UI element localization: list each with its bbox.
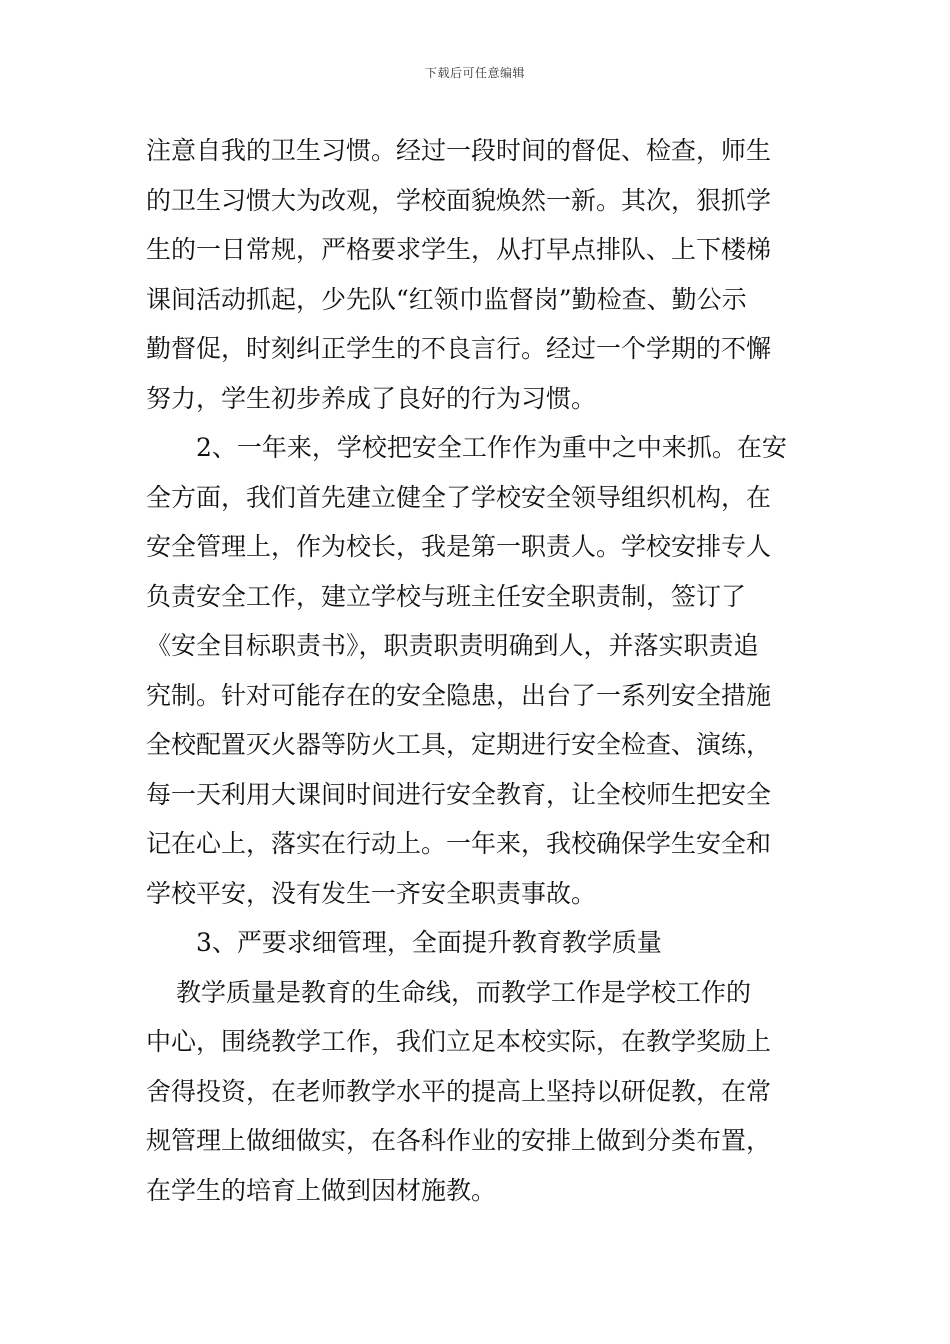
text-line: 负责安全工作，建立学校与班主任安全职责制，签订了 [146, 581, 747, 611]
text-line: 中心，围绕教学工作，我们立足本校实际，在教学奖励上 [146, 1027, 772, 1056]
text-line: 课间活动抓起，少先队“红领巾监督岗”勤检查、勤公示 [146, 284, 747, 314]
text-line: 记在心上，落实在行动上。一年来，我校确保学生安全和 [146, 829, 772, 858]
text-line: 勤督促，时刻纠正学生的不良言行。经过一个学期的不懈 [146, 334, 772, 363]
text-line: 全校配置灭火器等防火工具，定期进行安全检查、演练， [146, 730, 772, 759]
text-line: 每一天利用大课间时间进行安全教育，让全校师生把安全 [146, 779, 772, 809]
text-line: 安全管理上，作为校长，我是第一职责人。学校安排专人 [146, 532, 772, 561]
text-line: 舍得投资，在老师教学水平的提高上坚持以研促教，在常 [146, 1076, 772, 1106]
page-header: 下载后可任意编辑 [424, 66, 525, 80]
paragraph-start: 教学质量是教育的生命线，而教学工作是学校工作的 [176, 977, 752, 1007]
document-body [146, 126, 810, 1215]
text-line: 全方面，我们首先建立健全了学校安全领导组织机构，在 [146, 482, 772, 512]
text-line: 在学生的培育上做到因材施教。 [146, 1175, 497, 1205]
text-line: 的卫生习惯大为改观，学校面貌焕然一新。其次，狠抓学 [146, 185, 772, 215]
text-line: 注意自我的卫生习惯。经过一段时间的督促、检查，师生 [146, 136, 772, 165]
text-line: 生的一日常规，严格要求学生，从打早点排队、上下楼梯 [146, 235, 772, 264]
text-line: 规管理上做细做实，在各科作业的安排上做到分类布置， [146, 1126, 772, 1155]
text-line: 努力，学生初步养成了良好的行为习惯。 [146, 383, 597, 413]
section-2-start: 2、一年来，学校把安全工作作为重中之中来抓。在安 [196, 433, 787, 462]
text-line: 究制。针对可能存在的安全隐患，出台了一系列安全措施 [146, 680, 772, 710]
text-line: 《安全目标职责书》，职责职责明确到人，并落实职责追 [146, 631, 759, 660]
text-line: 学校平安，没有发生一齐安全职责事故。 [146, 878, 597, 908]
section-3-heading: 3、严要求细管理，全面提升教育教学质量 [196, 928, 662, 957]
